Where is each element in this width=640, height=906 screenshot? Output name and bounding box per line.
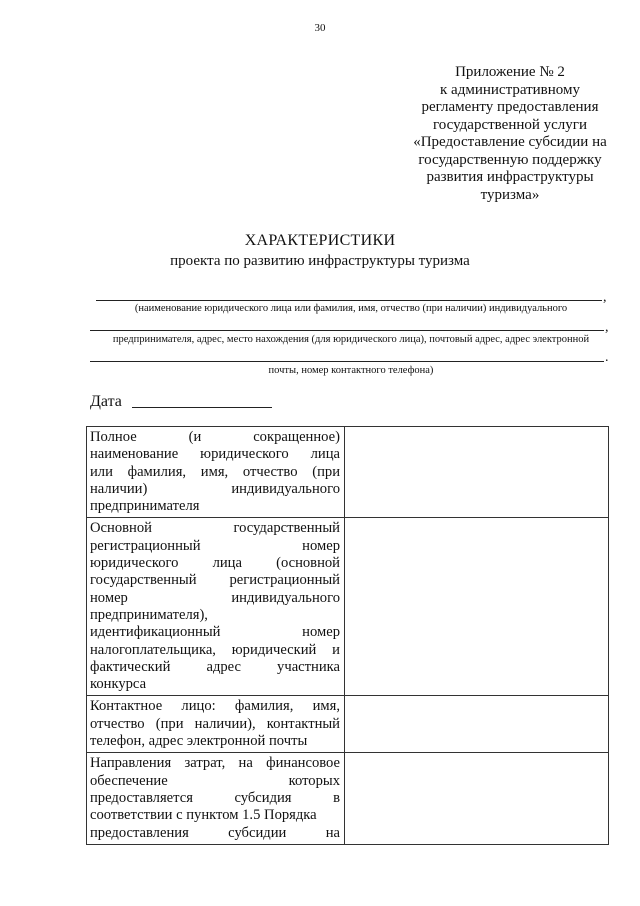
row-label [87, 696, 345, 753]
appendix-line: государственной услуги [433, 116, 587, 133]
label-line: регистрационный номер [90, 537, 340, 554]
label-line: соответствии с пунктом 1.5 Порядка [90, 807, 317, 824]
line-punctuation: , [603, 290, 607, 305]
appendix-line: развития инфраструктуры [426, 169, 594, 185]
appendix-line: государственную поддержку [418, 151, 602, 168]
label-line: государственный регистрационный [90, 572, 340, 589]
label-line: предоставления субсидии на [90, 824, 340, 841]
table-row [87, 518, 609, 696]
applicant-address-line[interactable] [90, 330, 604, 331]
appendix-line: регламенту предоставления [421, 99, 599, 115]
line-punctuation: , [605, 320, 609, 335]
applicant-address-caption: предпринимателя, адрес, место нахождения (для юридического лица), почтовый адрес, адрес электронной [112, 334, 590, 345]
applicant-contact-caption: почты, номер контактного телефона) [268, 365, 434, 376]
label-line: конкурса [90, 676, 147, 693]
appendix-note [395, 64, 625, 204]
label-line: отчество (при наличии), контактный [90, 715, 340, 732]
label-line: обеспечение которых [90, 772, 340, 789]
label-line: наименование юридического лица [90, 446, 340, 463]
date-field [90, 393, 272, 411]
label-line: или фамилия, имя, отчество (при [90, 463, 340, 480]
label-line: предоставляется субсидия в [90, 789, 340, 806]
applicant-name-caption: (наименование юридического лица или фамилия, имя, отчество (при наличии) индивидуального [134, 303, 568, 314]
appendix-line: туризма» [480, 186, 540, 203]
label-line: Направления затрат, на финансовое [90, 755, 340, 772]
row-label [87, 753, 345, 844]
document-title: ХАРАКТЕРИСТИКИ [244, 232, 396, 249]
line-punctuation: . [605, 350, 609, 365]
label-line: Контактное лицо: фамилия, имя, [90, 698, 340, 715]
label-line: Основной государственный [90, 520, 340, 537]
label-line: Полное (и сокращенное) [90, 429, 340, 445]
appendix-line: «Предоставление субсидии на [413, 134, 607, 150]
table-row [87, 427, 609, 518]
label-line: предпринимателя [90, 498, 200, 515]
appendix-line: Приложение № 2 [455, 64, 565, 80]
label-line: идентификационный номер [90, 624, 340, 641]
label-line: телефон, адрес электронной почты [90, 733, 308, 750]
row-label [87, 518, 345, 696]
row-value-cell[interactable] [345, 427, 609, 518]
label-line: фактический адрес участника [90, 658, 340, 675]
applicant-name-line[interactable] [96, 300, 602, 301]
row-value-cell[interactable] [345, 753, 609, 844]
table-row [87, 753, 609, 844]
label-line: налогоплательщика, юридический и [90, 641, 340, 658]
page-number: 30 [314, 22, 326, 34]
label-line: юридического лица (основной [90, 555, 340, 572]
appendix-line: к административному [440, 81, 580, 98]
row-value-cell[interactable] [345, 518, 609, 696]
document-subtitle: проекта по развитию инфраструктуры туризма [170, 253, 470, 269]
row-label [87, 427, 345, 518]
label-line: номер индивидуального [90, 589, 340, 606]
row-value-cell[interactable] [345, 696, 609, 753]
label-line: предпринимателя), [90, 606, 208, 623]
characteristics-table [86, 426, 609, 845]
date-label: Дата [90, 393, 122, 410]
table-row [87, 696, 609, 753]
label-line: наличии) индивидуального [90, 480, 340, 497]
applicant-contact-line[interactable] [90, 361, 604, 362]
date-input-line[interactable] [132, 407, 272, 408]
